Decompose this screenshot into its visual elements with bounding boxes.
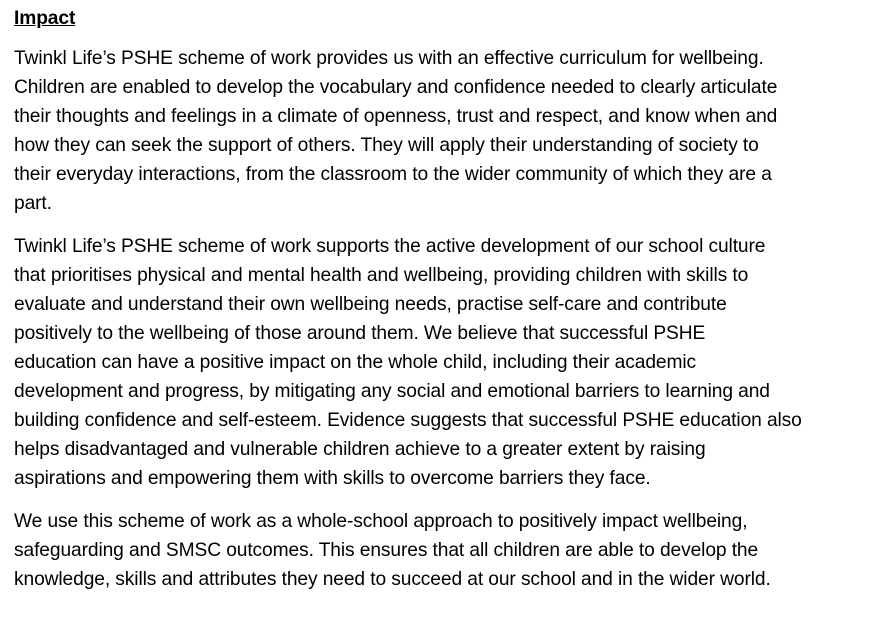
- section-heading: Impact: [14, 8, 76, 29]
- paragraph-school-culture: Twinkl Life’s PSHE scheme of work supports the active development of our school culture that prioritises physical and mental health and wellbeing, providing children with skills to evaluate and understand their own wellbeing needs, practise self-care and contribute positively to the wellbeing of those around them. We believe that successful PSHE education can have a positive impact on the whole child, including their academic development and progress, by mitigating any social and emotional barriers to learning and building confidence and self-esteem. Evidence suggests that successful PSHE education also helps disadvantaged and vulnerable children achieve to a greater extent by raising aspirations and empowering them with skills to overcome barriers they face.: [14, 236, 802, 489]
- paragraph-whole-school-approach: We use this scheme of work as a whole-school approach to positively impact wellbeing, safeguarding and SMSC outcomes. This ensures that all children are able to develop the knowledge, skills and attributes they need to succeed at our school and in the wider world.: [14, 511, 771, 590]
- paragraph-curriculum: Twinkl Life’s PSHE scheme of work provides us with an effective curriculum for wellbeing. Children are enabled to develop the vocabulary and confidence needed to clearly articulate their thoughts and feelings in a climate of openness, trust and respect, and know when and how they can seek the support of others. They will apply their understanding of society to their everyday interactions, from the classroom to the wider community of which they are a part.: [14, 48, 778, 214]
- document-page: [14, 6, 884, 608]
